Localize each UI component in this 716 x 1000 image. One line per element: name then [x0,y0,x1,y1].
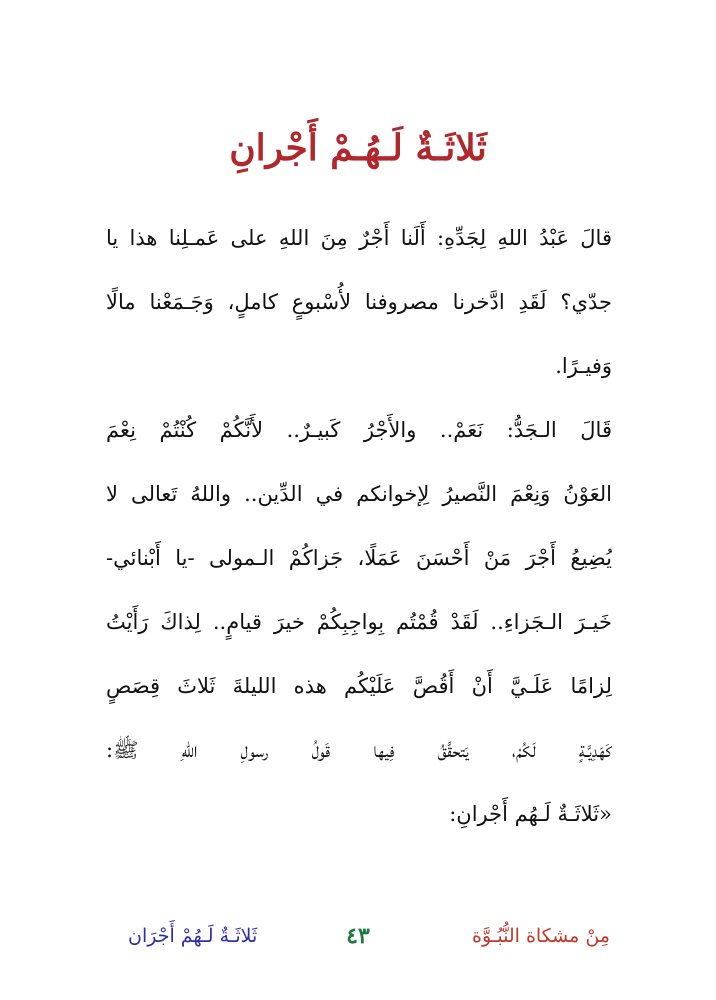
footer-book-title: مِنْ مشكاة النُّبُـوَّة [472,925,610,947]
page-number: ٤٣ [346,923,370,949]
text-line: قَالَ الـجَدُّ: نَعَمْ.. والأَجْرُ كَبيـرٌ.. لأَنَّكُمْ كُنْتُمْ نِعْمَ [106,418,612,442]
text-line: العَوْنُ وَنِعْمَ النَّصيرُ لِإخوانكم في الدِّين.. واللهُ تَعالى لا [106,482,612,506]
page-footer [0,914,716,958]
text-line: جدّي؟ لَقَدِ ادَّخرنا مصروفنا لأُسْبوعٍ كاملٍ، وَجَـمَعْنا مالًا [106,290,612,314]
text-line: خَيـرَ الـجَزاءِ.. لَقَدْ قُمْتُم بِواجِبِكُمْ خيرَ قيامٍ.. لِذاكَ رَأَيْتُ [106,610,612,634]
text-line: يُضِيعُ أَجْرَ مَنْ أَحْسَنَ عَمَلًا، جَزاكُمْ الـمولى -يا أَبْنائي- [106,546,612,570]
text-line: كَهَدِيَّـةٍ لَكُمْ، يَتحقَّقُ فِيها قَولُ رسولِ اللهِ ﷺ: [106,738,612,762]
text-line: «ثَلاثَـةٌ لَـهُم أَجْرانِ: [449,802,612,826]
body-text [106,206,612,846]
text-line: لِزامًا عَلَـيَّ أَنْ أَقُصَّ عَلَيْكُم هذه الليلةَ ثَلاثَ قِصَصٍ [106,674,612,698]
text-line: قالَ عَبْدُ اللهِ لِجَدِّهِ: أَلَنا أَجْرٌ مِنَ اللهِ على عَمـلِنا هذا يا [106,226,612,250]
text-line: وَفيـرًا. [555,354,612,378]
footer-chapter-title: ثَلاثَـةٌ لَـهُمْ أَجْرَان [128,925,258,947]
page-title: ثَلاثَـةٌ لَـهُـمْ أَجْرانِ [229,127,487,169]
